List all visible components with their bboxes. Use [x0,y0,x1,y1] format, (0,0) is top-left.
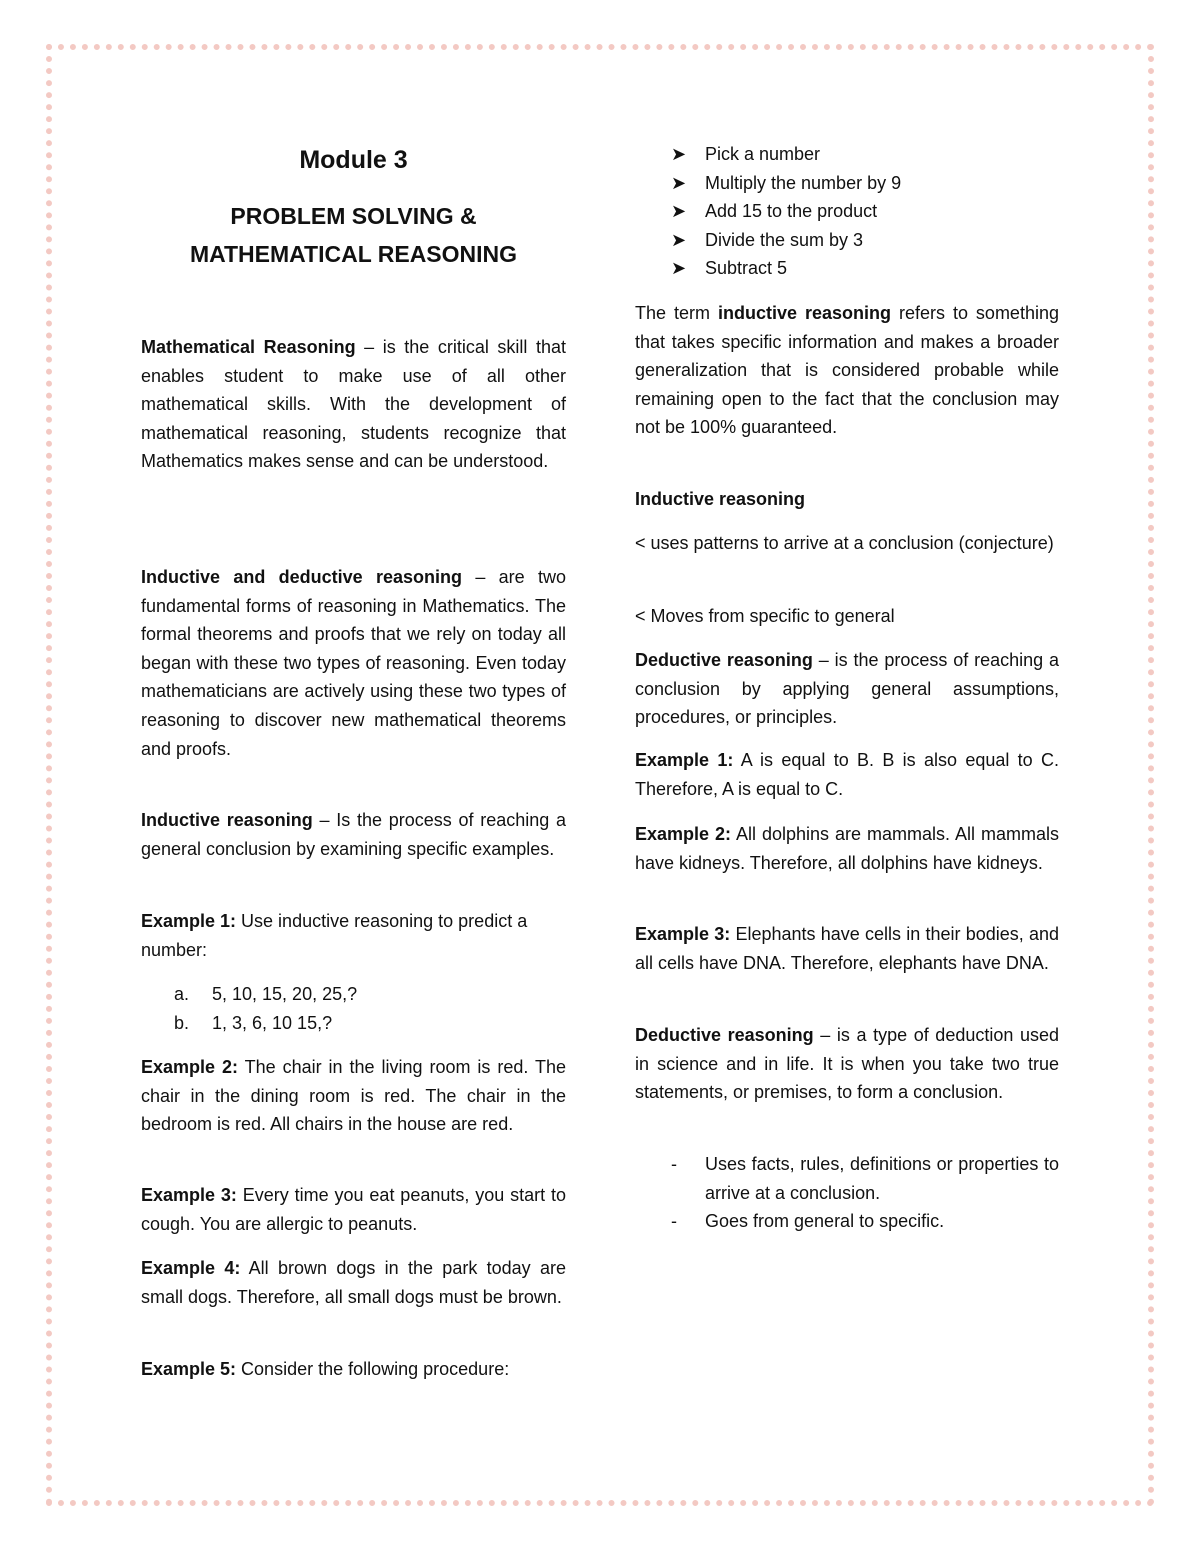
deductive-def-text: – is the process of reaching a conclusion by applying general assumptions, procedures, or principles. [635,650,1060,728]
inductive-heading: Inductive reasoning [635,489,806,509]
left-example3-label: Example 3: [141,1185,237,1205]
right-example1-text: A is equal to B. B is also equal to C. Therefore, A is equal to C. [635,750,1060,799]
right-example3-label: Example 3: [635,924,731,944]
list-marker: b. [174,1012,190,1033]
list-item [635,1150,1059,1207]
left-example1-paragraph [141,907,566,964]
arrow-bullet-icon: ➤ [671,144,687,164]
list-marker: a. [174,984,190,1004]
procedure-list [635,140,1059,283]
list-item [635,1207,1059,1236]
ind-ded-term: Inductive and deductive reasoning [141,567,463,587]
math-reasoning-term: Mathematical Reasoning [141,337,356,357]
arrow-bullet-icon: ➤ [671,201,687,221]
page-title-line2: MATHEMATICAL REASONING [189,241,518,267]
inductive-term-paragraph [635,299,1059,442]
module-title: Module 3 [299,146,408,174]
left-example3-text: Every time you eat peanuts, you start to cough. You are allergic to peanuts. [141,1185,567,1234]
math-reasoning-text: – is the critical skill that enables student to make use of all other mathematical skills. With the development of mathematical reasoning, students recognize that Mathematics makes sense and can be understood. [141,337,566,472]
deductive-def2-text: – is a type of deduction used in science and in life. It is when you take two true statements, or premises, to form a conclusion. [635,1025,1059,1103]
left-example2-text: The chair in the living room is red. The chair in the dining room is red. The chair in the bedroom is red. All chairs in the house are red. [141,1057,567,1135]
list-item [141,980,566,1009]
deductive-def2-term: Deductive reasoning [635,1025,814,1045]
right-example1-label: Example 1: [635,750,734,770]
dash-bullet-icon: - [671,1211,677,1232]
list-text: Divide the sum by 3 [705,229,864,250]
right-example3-paragraph [635,920,1059,977]
right-example3-text: Elephants have cells in their bodies, and all cells have DNA. Therefore, elephants have DNA. [635,924,1059,973]
inductive-term-pre: The term [635,303,718,323]
list-item [635,226,1059,255]
arrow-bullet-icon: ➤ [671,258,687,278]
left-example5-text: Consider the following procedure: [236,1359,510,1379]
left-example1-label: Example 1: [141,911,237,931]
inductive-def-term: Inductive reasoning [141,810,313,830]
left-example2-paragraph [141,1053,566,1139]
ind-ded-text: – are two fundamental forms of reasoning in Mathematics. The formal theorems and proofs that we rely on today all began with these two types of reasoning. Even today mathematicians are actively using these two types of reasoning to discover new mathematical theorems and proofs. [141,567,567,759]
left-example4-label: Example 4: [141,1258,241,1278]
list-text: Pick a number [705,144,821,164]
list-item [635,169,1059,198]
right-example2-paragraph [635,820,1059,877]
left-example5-label: Example 5: [141,1359,237,1379]
deductive-def2-paragraph [635,1021,1059,1107]
left-example4-text: All brown dogs in the park today are small dogs. Therefore, all small dogs must be brown. [141,1258,566,1307]
page-title-line1: PROBLEM SOLVING & [230,203,477,229]
list-item [635,197,1059,226]
left-example1-text: Use inductive reasoning to predict a number: [141,911,528,960]
left-example4-paragraph [141,1254,566,1311]
list-text: 5, 10, 15, 20, 25,? [212,984,358,1004]
right-example2-text: All dolphins are mammals. All mammals have kidneys. Therefore, all dolphins have kidneys. [635,824,1059,873]
list-item [635,140,1059,169]
left-example2-label: Example 2: [141,1057,238,1077]
list-item [635,254,1059,283]
dash-bullet-icon: - [671,1154,677,1174]
arrow-bullet-icon: ➤ [671,172,687,193]
math-reasoning-paragraph [141,333,566,476]
page-title [141,197,566,273]
list-text: Multiply the number by 9 [705,172,902,193]
list-text: Uses facts, rules, definitions or properties to arrive at a conclusion. [705,1154,1059,1203]
inductive-point-2: < Moves from specific to general [635,606,895,626]
left-example5-paragraph [141,1355,566,1384]
ind-ded-paragraph [141,563,566,763]
sequence-list [141,980,566,1037]
inductive-point-1: < uses patterns to arrive at a conclusion (conjecture) [635,533,1054,553]
list-text: Goes from general to specific. [705,1211,945,1232]
list-text: Subtract 5 [705,258,788,278]
list-item [141,1009,566,1038]
arrow-bullet-icon: ➤ [671,229,687,250]
list-text: 1, 3, 6, 10 15,? [212,1012,333,1033]
inductive-def-paragraph [141,806,566,863]
inductive-term-post: refers to something that takes specific information and makes a broader generalization that is considered probable while remaining open to the fact that the conclusion may not be 100% guaranteed. [635,303,1059,438]
deductive-def-term: Deductive reasoning [635,650,813,670]
inductive-term-bold: inductive reasoning [717,303,891,323]
list-text: Add 15 to the product [705,201,878,221]
left-example3-paragraph [141,1181,566,1238]
deductive-def-paragraph [635,646,1059,732]
deductive-points-list [635,1150,1059,1236]
right-example1-paragraph [635,746,1059,803]
inductive-def-text: – Is the process of reaching a general conclusion by examining specific examples. [141,810,566,859]
right-example2-label: Example 2: [635,824,732,844]
